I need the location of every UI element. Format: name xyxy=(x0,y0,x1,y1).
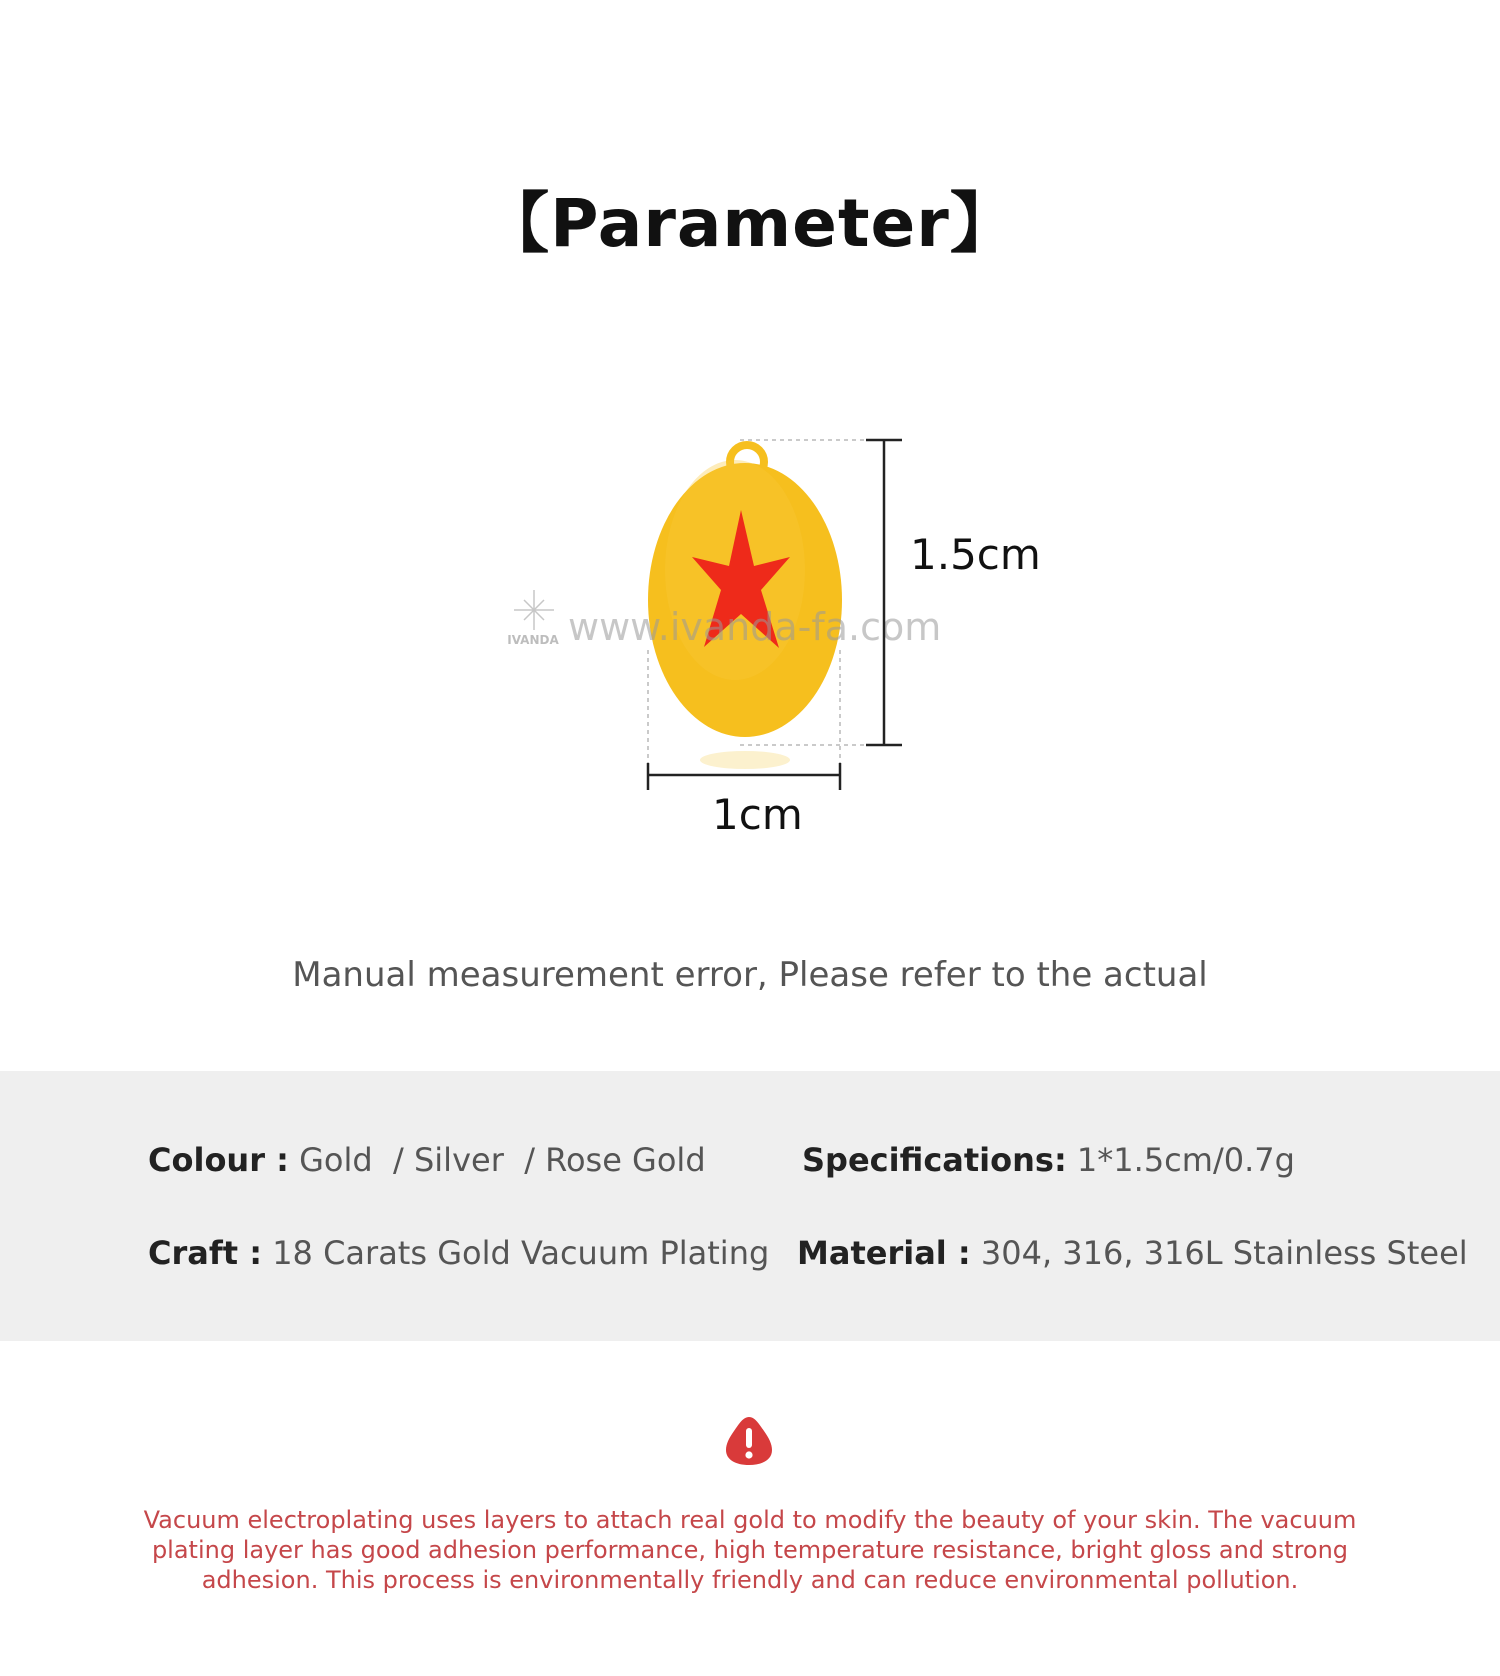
measurement-note: Manual measurement error, Please refer to the actual xyxy=(292,955,1208,995)
param-material xyxy=(797,1234,1468,1272)
param-value: 304, 316, 316L Stainless Steel xyxy=(980,1234,1468,1272)
param-value: 18 Carats Gold Vacuum Plating xyxy=(272,1234,770,1272)
watermark-brand: IVANDA xyxy=(507,633,559,647)
watermark-url: www.ivanda-fa.com xyxy=(568,605,942,649)
param-label: Craft : xyxy=(148,1234,263,1272)
param-value: 1*1.5cm/0.7g xyxy=(1076,1141,1295,1179)
plating-description: Vacuum electroplating uses layers to attach real gold to modify the beauty of your skin. The vacuum plating layer has good adhesion performance, high temperature resistance, bright gloss and strong adhesion. This process is environmentally friendly and can reduce environmental pollution. xyxy=(143,1506,1357,1594)
param-label: Material : xyxy=(797,1234,971,1272)
param-label: Specifications: xyxy=(802,1141,1067,1179)
exclamation-shield-icon xyxy=(724,1415,774,1467)
param-craft xyxy=(148,1234,769,1272)
param-specifications xyxy=(802,1141,1295,1179)
parameter-panel xyxy=(0,1071,1500,1341)
param-label: Colour : xyxy=(148,1141,289,1179)
height-label: 1.5cm xyxy=(910,530,1041,579)
param-value: Gold / Silver / Rose Gold xyxy=(299,1141,706,1179)
height-dimension xyxy=(866,440,902,745)
param-colour xyxy=(148,1141,706,1179)
sparkle-icon xyxy=(514,590,554,630)
page-title: 【Parameter】 xyxy=(483,185,1017,262)
width-label: 1cm xyxy=(712,790,803,839)
